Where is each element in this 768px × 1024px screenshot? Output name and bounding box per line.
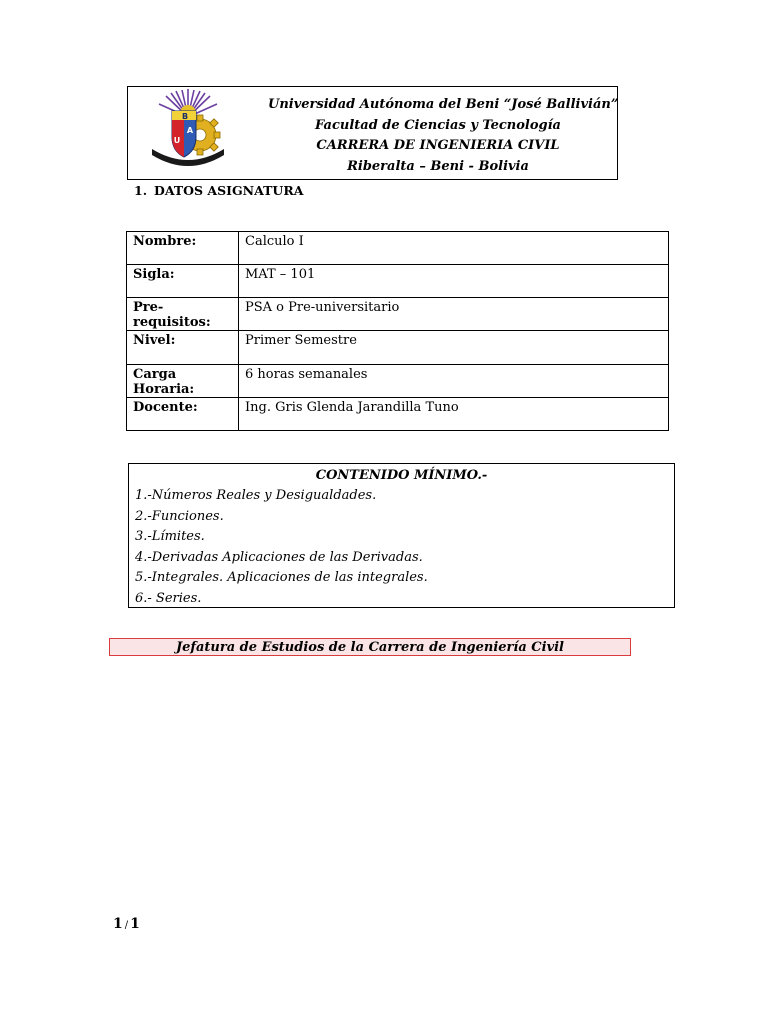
section-title-text: DATOS ASIGNATURA xyxy=(154,183,304,198)
header-box xyxy=(127,86,618,180)
row-label: Nivel: xyxy=(127,331,239,364)
page-current: 1 xyxy=(113,916,123,932)
location: Riberalta – Beni - Bolivia xyxy=(347,158,529,174)
contenido-title: CONTENIDO MÍNIMO.- xyxy=(315,468,488,483)
row-value: PSA o Pre-universitario xyxy=(239,298,669,331)
logo-letter-a: A xyxy=(186,126,194,135)
list-item: 2.-Funciones. xyxy=(135,508,224,524)
faculty-name: Facultad de Ciencias y Tecnología xyxy=(315,117,561,133)
logo-letter-b: B xyxy=(181,112,189,121)
row-value: Calculo I xyxy=(239,232,669,265)
row-label: Sigla: xyxy=(127,265,239,298)
table-row xyxy=(127,265,669,298)
list-item: 1.-Números Reales y Desigualdades. xyxy=(135,488,377,503)
page-number xyxy=(113,916,140,932)
contenido-minimo-box xyxy=(128,463,675,608)
row-value: MAT – 101 xyxy=(239,265,669,298)
list-item: 6.- Series. xyxy=(135,590,202,606)
table-row xyxy=(127,397,669,430)
page-separator: / xyxy=(124,920,129,931)
row-label: Nombre: xyxy=(127,232,239,265)
list-item: 3.-Límites. xyxy=(135,529,205,544)
university-name: Universidad Autónoma del Beni “José Ballivián” xyxy=(268,97,619,112)
table-row xyxy=(127,331,669,364)
table-row xyxy=(127,232,669,265)
list-item: 4.-Derivadas Aplicaciones de las Derivadas. xyxy=(135,549,423,565)
table-row xyxy=(127,364,669,397)
table-row xyxy=(127,298,669,331)
page-total: 1 xyxy=(130,916,140,932)
section-number: 1. xyxy=(134,183,148,198)
logo-letter-u: U xyxy=(173,136,181,145)
header-text xyxy=(268,95,619,177)
section-title xyxy=(134,183,303,198)
row-label: Carga Horaria: xyxy=(127,364,239,397)
university-crest-logo xyxy=(146,87,230,169)
row-value: Ing. Gris Glenda Jarandilla Tuno xyxy=(239,397,669,430)
row-label: Docente: xyxy=(127,397,239,430)
subject-info-table xyxy=(126,231,669,431)
career-name: CARRERA DE INGENIERIA CIVIL xyxy=(316,138,560,153)
row-label: Pre-requisitos: xyxy=(127,298,239,331)
row-value: Primer Semestre xyxy=(239,331,669,364)
list-item: 5.-Integrales. Aplicaciones de las integrales. xyxy=(135,570,428,585)
row-value: 6 horas semanales xyxy=(239,364,669,397)
jefatura-note: Jefatura de Estudios de la Carrera de Ingeniería Civil xyxy=(109,638,631,656)
